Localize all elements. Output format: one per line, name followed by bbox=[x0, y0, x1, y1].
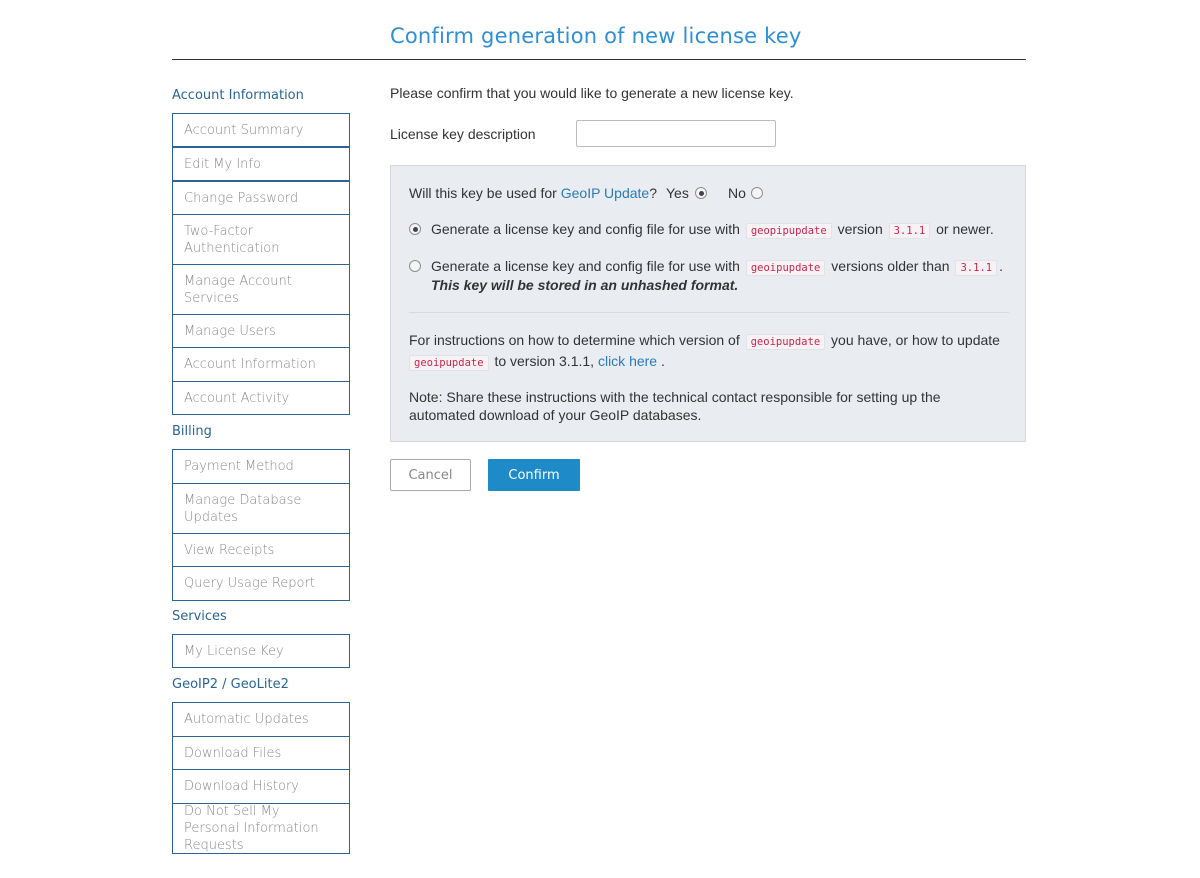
sidebar-heading-services: Services bbox=[172, 609, 227, 624]
instructions-middle: you have, or how to update bbox=[831, 332, 1000, 348]
instructions-code-1: geoipupdate bbox=[746, 334, 826, 350]
sidebar-item-automatic-updates[interactable]: Automatic Updates bbox=[172, 702, 350, 737]
sidebar-item-edit-my-info[interactable]: Edit My Info bbox=[172, 147, 350, 181]
options-panel bbox=[390, 165, 1026, 442]
description-label: License key description bbox=[390, 126, 536, 142]
option2-prefix: Generate a license key and config file for use with bbox=[431, 258, 740, 274]
option-new-version-radio[interactable] bbox=[409, 223, 421, 235]
sidebar-item-view-receipts[interactable]: View Receipts bbox=[172, 533, 350, 567]
sidebar-item-manage-database-updates[interactable]: Manage Database Updates bbox=[172, 483, 350, 534]
question-suffix: ? bbox=[649, 185, 658, 201]
option1-middle: version bbox=[837, 221, 883, 237]
sidebar-item-change-password[interactable]: Change Password bbox=[172, 181, 350, 215]
no-radio[interactable] bbox=[751, 187, 763, 199]
note-text: Note: Share these instructions with the technical contact responsible for setting up the automated download of your GeoIP databases. bbox=[409, 389, 941, 423]
sidebar-item-two-factor-authentication[interactable]: Two-Factor Authentication bbox=[172, 214, 350, 265]
option-old-version-text bbox=[431, 258, 1003, 274]
yes-label: Yes bbox=[666, 185, 689, 201]
sidebar-item-do-not-sell-requests[interactable]: Do Not Sell My Personal Information Requests bbox=[172, 803, 350, 854]
cancel-button[interactable]: Cancel bbox=[390, 459, 471, 491]
sidebar-item-account-activity[interactable]: Account Activity bbox=[172, 381, 350, 415]
option2-code-version: 3.1.1 bbox=[955, 260, 997, 276]
instructions-prefix: For instructions on how to determine which version of bbox=[409, 332, 740, 348]
instructions-text bbox=[409, 331, 1009, 373]
confirm-button[interactable]: Confirm bbox=[488, 459, 580, 491]
option-new-version-text bbox=[431, 221, 994, 237]
option1-code-program: geopipupdate bbox=[746, 223, 832, 239]
panel-divider bbox=[409, 312, 1009, 313]
sidebar-item-query-usage-report[interactable]: Query Usage Report bbox=[172, 566, 350, 601]
sidebar-item-my-license-key[interactable]: My License Key bbox=[172, 634, 350, 668]
sidebar-item-account-summary[interactable]: Account Summary bbox=[172, 113, 350, 147]
sidebar-heading-billing: Billing bbox=[172, 424, 212, 439]
instructions-code-2: geoipupdate bbox=[409, 355, 489, 371]
instructions-end: . bbox=[660, 353, 665, 369]
geoip-update-link[interactable]: GeoIP Update bbox=[560, 185, 650, 201]
usage-question bbox=[409, 185, 657, 201]
sidebar-item-manage-users[interactable]: Manage Users bbox=[172, 314, 350, 348]
option2-middle: versions older than bbox=[831, 258, 950, 274]
sidebar-item-download-history[interactable]: Download History bbox=[172, 769, 350, 804]
click-here-link[interactable]: click here bbox=[597, 353, 658, 369]
unhashed-warning: This key will be stored in an unhashed format. bbox=[431, 277, 739, 293]
sidebar-item-payment-method[interactable]: Payment Method bbox=[172, 449, 350, 484]
title-divider bbox=[172, 59, 1026, 60]
intro-text: Please confirm that you would like to generate a new license key. bbox=[390, 85, 794, 101]
option1-code-version: 3.1.1 bbox=[889, 223, 931, 239]
sidebar-item-account-information[interactable]: Account Information bbox=[172, 347, 350, 382]
sidebar-heading-account-information: Account Information bbox=[172, 88, 304, 103]
question-prefix: Will this key be used for bbox=[409, 185, 561, 201]
description-input[interactable] bbox=[576, 120, 776, 147]
option2-suffix: . bbox=[999, 258, 1003, 274]
instructions-after: to version 3.1.1, bbox=[494, 353, 595, 369]
option-old-version-radio[interactable] bbox=[409, 260, 421, 272]
sidebar-item-download-files[interactable]: Download Files bbox=[172, 736, 350, 770]
no-label: No bbox=[728, 185, 746, 201]
sidebar-heading-geoip2-geolite2: GeoIP2 / GeoLite2 bbox=[172, 677, 289, 692]
yes-radio[interactable] bbox=[695, 187, 707, 199]
option1-suffix: or newer. bbox=[936, 221, 994, 237]
page-title: Confirm generation of new license key bbox=[390, 24, 802, 48]
option2-code-program: geoipupdate bbox=[746, 260, 826, 276]
sidebar-item-manage-account-services[interactable]: Manage Account Services bbox=[172, 264, 350, 315]
option1-prefix: Generate a license key and config file for use with bbox=[431, 221, 740, 237]
